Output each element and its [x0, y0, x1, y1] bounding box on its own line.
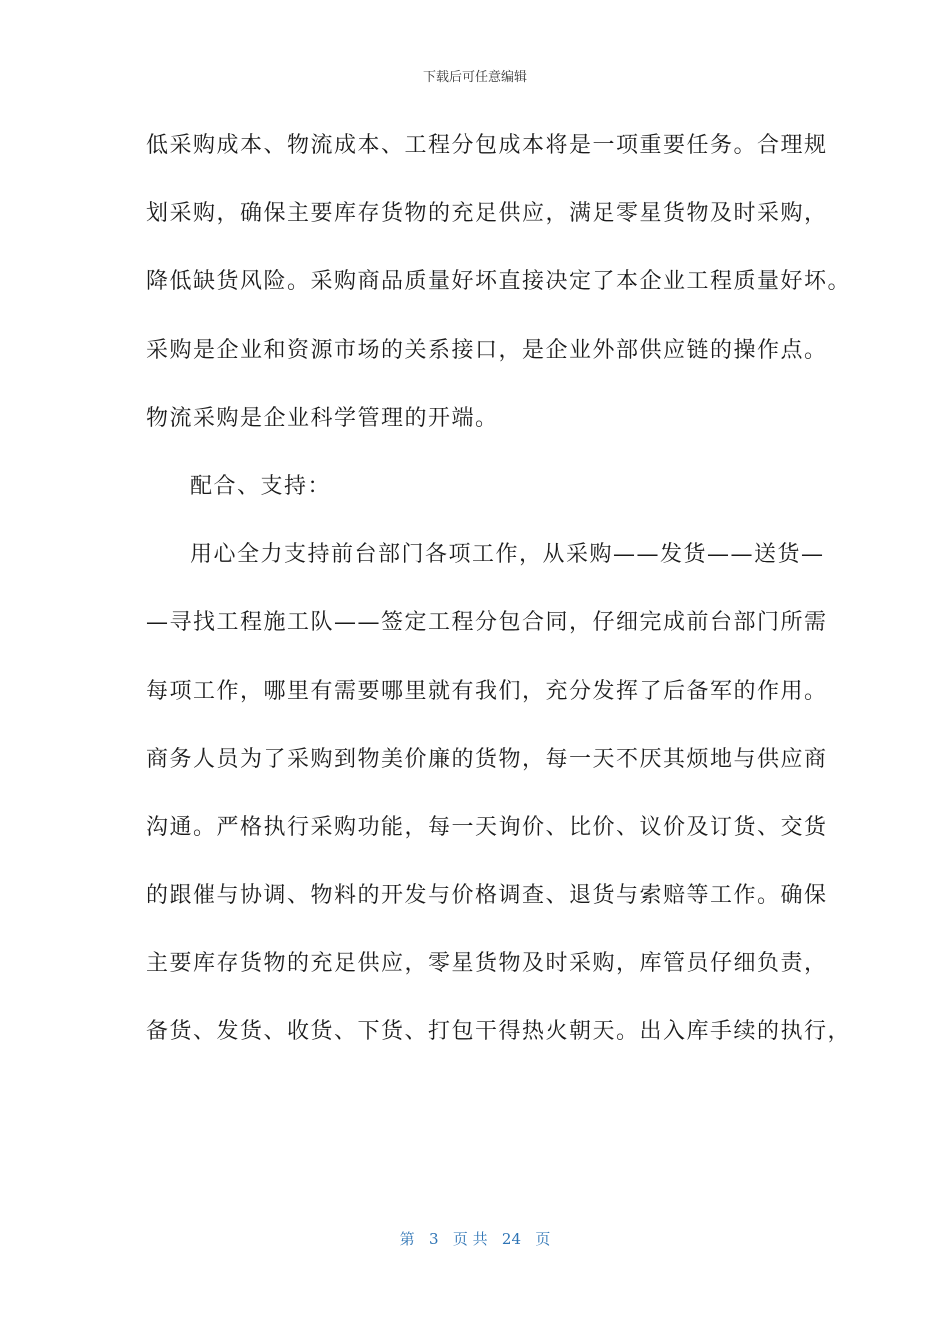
body-line-11: 沟通。严格执行采购功能，每一天询价、比价、议价及订货、交货 [146, 814, 828, 840]
page-label-mid: 页 共 [452, 1230, 488, 1248]
body-line-10: 商务人员为了采购到物美价廉的货物，每一天不厌其烦地与供应商 [146, 746, 828, 772]
body-line-13: 主要库存货物的充足供应，零星货物及时采购，库管员仔细负责， [146, 951, 828, 977]
page-footer [0, 1228, 950, 1249]
body-line-8: —寻找工程施工队——签定工程分包合同，仔细完成前台部门所需 [146, 610, 828, 636]
body-line-7: 用心全力支持前台部门各项工作，从采购——发货——送货— [190, 542, 825, 568]
body-line-5: 物流采购是企业科学管理的开端。 [146, 405, 499, 431]
body-line-2: 划采购，确保主要库存货物的充足供应，满足零星货物及时采购， [146, 201, 828, 227]
document-body [146, 128, 852, 1083]
body-line-4: 采购是企业和资源市场的关系接口，是企业外部供应链的操作点。 [146, 337, 828, 363]
body-line-9: 每项工作，哪里有需要哪里就有我们，充分发挥了后备军的作用。 [146, 678, 828, 704]
body-line-14: 备货、发货、收货、下货、打包干得热火朝天。出入库手续的执行， [146, 1019, 852, 1045]
section-heading-line: 配合、支持： [190, 473, 332, 499]
total-pages-number: 24 [501, 1230, 522, 1248]
page-label-suffix: 页 [535, 1230, 551, 1248]
page-header: 下载后可任意编辑 [422, 70, 527, 85]
body-line-12: 的跟催与协调、物料的开发与价格调查、退货与索赔等工作。确保 [146, 883, 828, 909]
current-page-number: 3 [428, 1230, 439, 1248]
body-line-3: 降低缺货风险。采购商品质量好坏直接决定了本企业工程质量好坏。 [146, 269, 852, 295]
page-label-prefix: 第 [399, 1230, 415, 1248]
body-line-1: 低采购成本、物流成本、工程分包成本将是一项重要任务。合理规 [146, 133, 828, 158]
